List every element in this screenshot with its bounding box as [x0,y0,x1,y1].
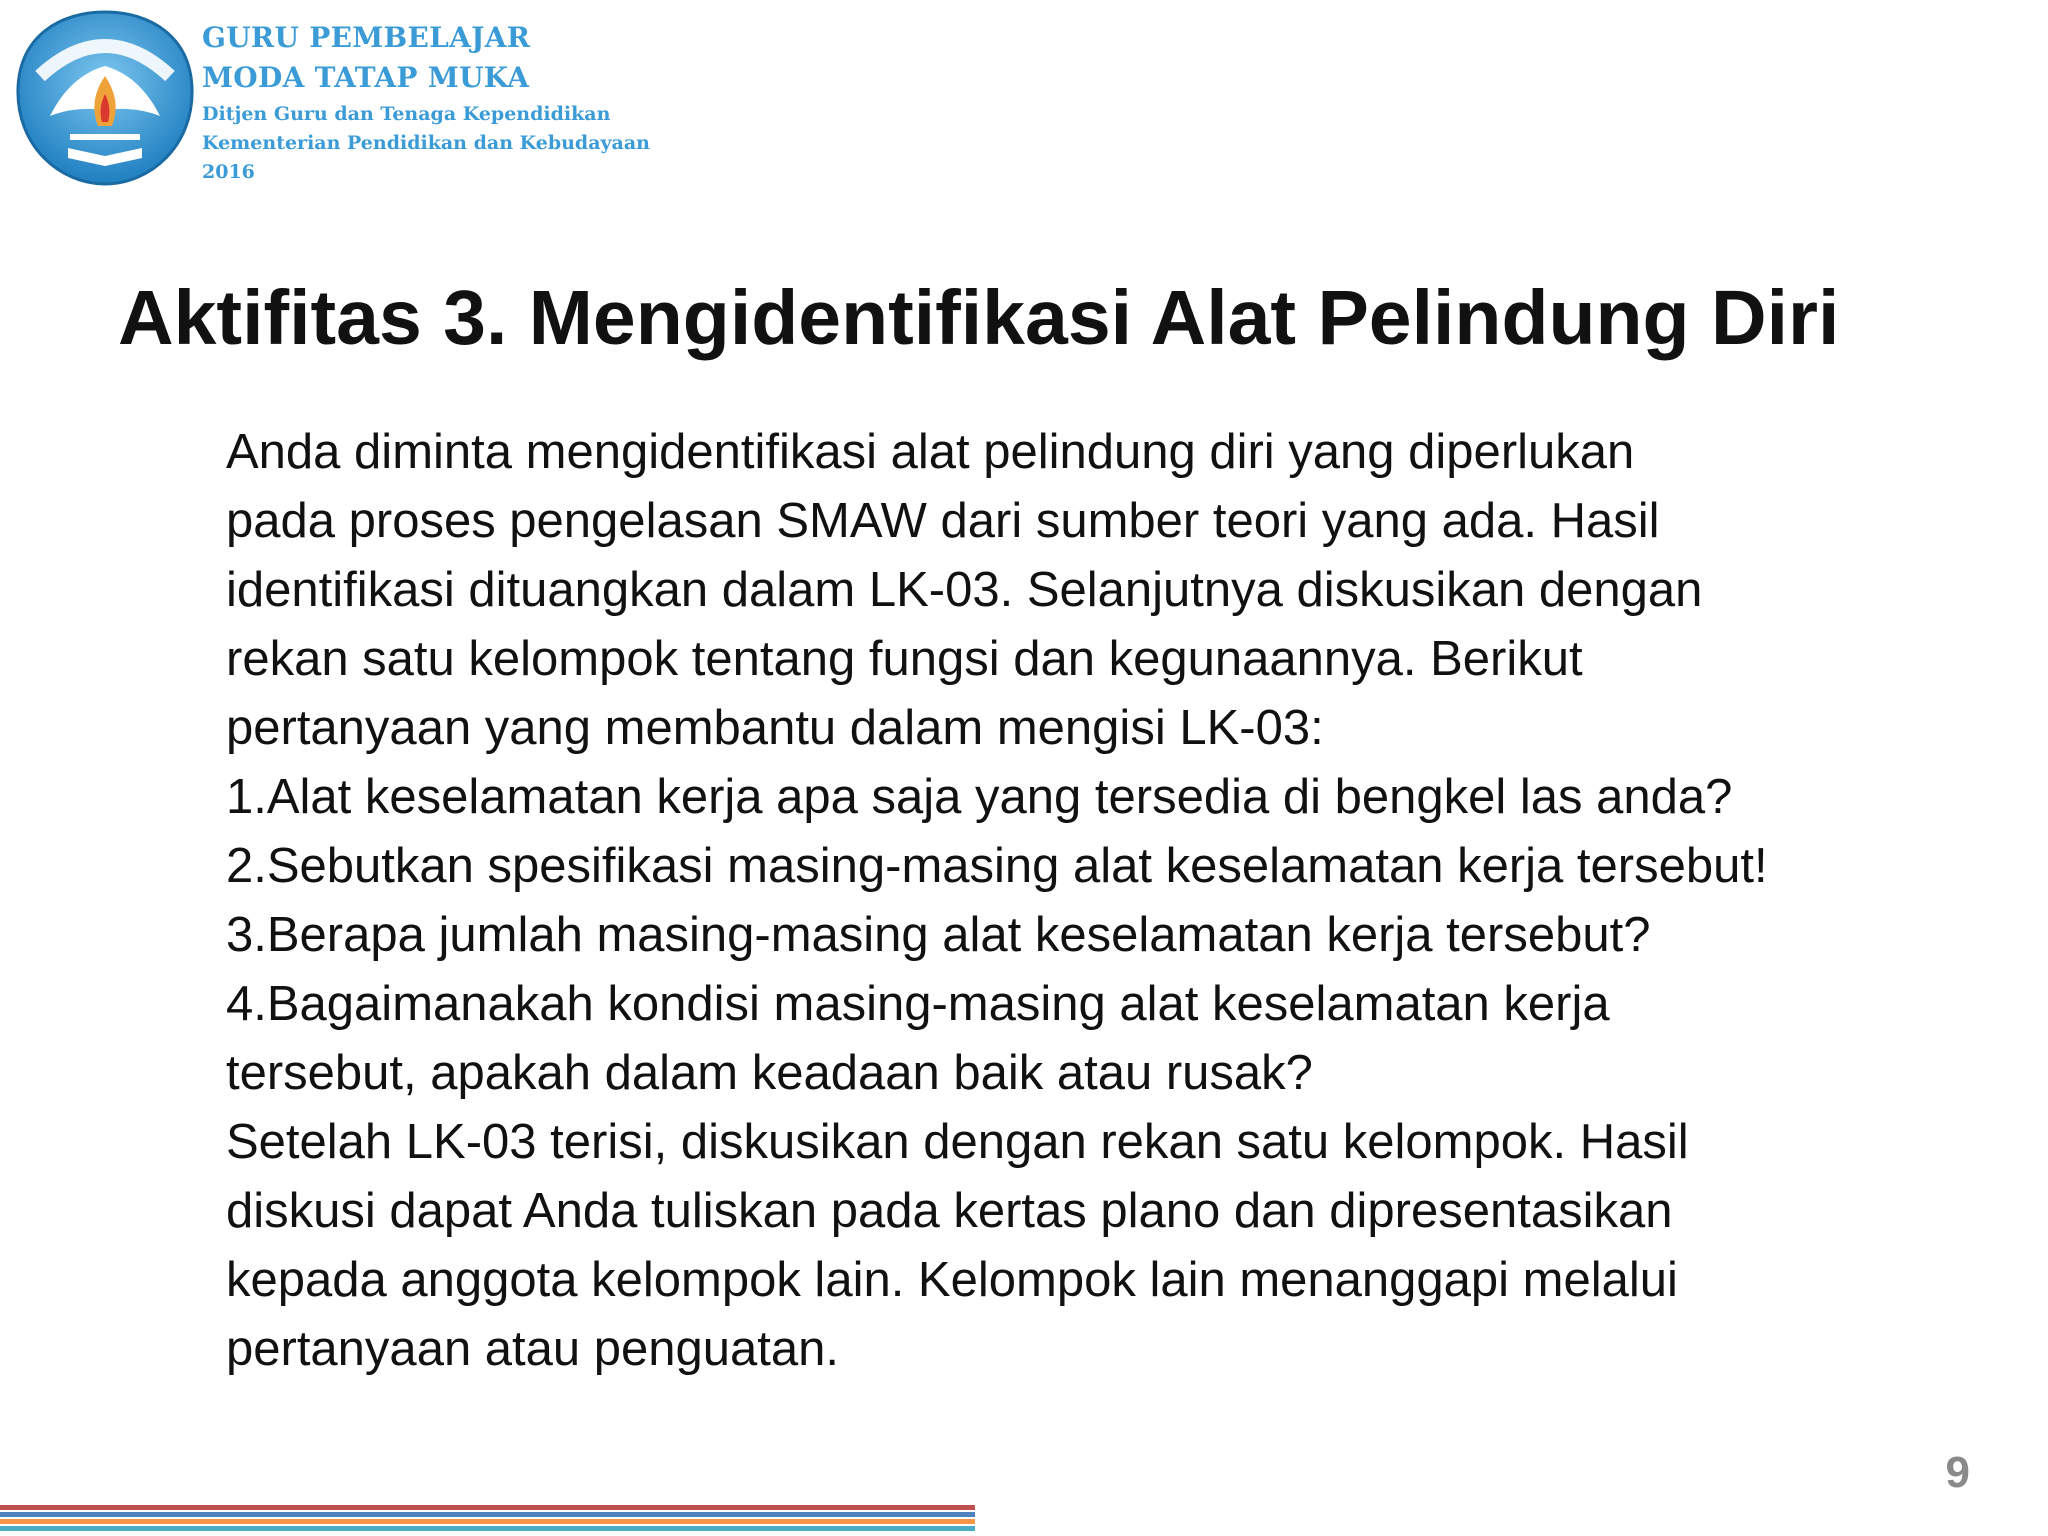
footer-line-blue [0,1512,975,1517]
footer-line-red [0,1505,975,1510]
header [10,6,650,190]
body-line: rekan satu kelompok tentang fungsi dan kegunaannya. Berikut [226,632,1583,686]
question-1: 1.Alat keselamatan kerja apa saja yang tersedia di bengkel las anda? [226,770,1733,824]
body-line: pertanyaan yang membantu dalam mengisi LK-03: [226,701,1324,755]
body-line: pertanyaan atau penguatan. [226,1322,840,1376]
org-line-1: GURU PEMBELAJAR [202,21,531,54]
org-line-4: Kementerian Pendidikan dan Kebudayaan [202,132,650,154]
body-line: Setelah LK-03 terisi, diskusikan dengan rekan satu kelompok. Hasil [226,1115,1689,1169]
footer-line-orange [0,1519,975,1524]
page-number: 9 [1945,1448,1970,1497]
org-line-2: MODA TATAP MUKA [202,61,530,94]
ministry-logo-icon [10,6,200,190]
footer-decoration [0,1505,975,1536]
org-line-3: Ditjen Guru dan Tenaga Kependidikan [202,103,611,125]
question-2: 2.Sebutkan spesifikasi masing-masing alat keselamatan kerja tersebut! [226,839,1768,893]
org-line-5: 2016 [202,161,255,183]
body-line: diskusi dapat Anda tuliskan pada kertas plano dan dipresentasikan [226,1184,1673,1238]
body-line: kepada anggota kelompok lain. Kelompok lain menanggapi melalui [226,1253,1678,1307]
question-4: 4.Bagaimanakah kondisi masing-masing alat keselamatan kerja [226,977,1610,1031]
organization-block [202,18,650,187]
question-4-continued: tersebut, apakah dalam keadaan baik atau rusak? [226,1046,1313,1100]
footer-line-cyan [0,1526,975,1531]
question-3: 3.Berapa jumlah masing-masing alat keselamatan kerja tersebut? [226,908,1651,962]
body-line: Anda diminta mengidentifikasi alat pelindung diri yang diperlukan [226,425,1635,479]
body-line: identifikasi dituangkan dalam LK-03. Selanjutnya diskusikan dengan [226,563,1703,617]
slide-title: Aktifitas 3. Mengidentifikasi Alat Pelindung Diri [118,275,1840,361]
body-line: pada proses pengelasan SMAW dari sumber teori yang ada. Hasil [226,494,1660,548]
slide-body [226,418,1946,1384]
